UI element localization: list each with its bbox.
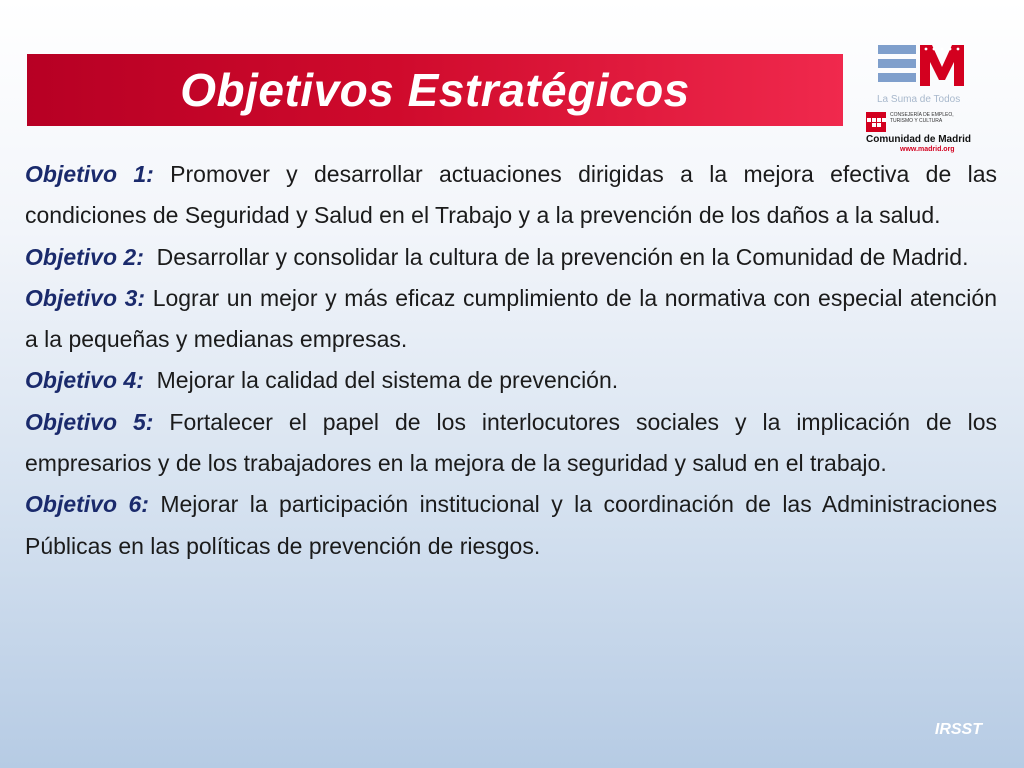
objective-text: Mejorar la calidad del sistema de prevención. (156, 367, 619, 394)
slide-title: Objetivos Estratégicos (180, 64, 690, 116)
objective-text: Promover y desarrollar actuaciones dirigidas a la mejora efectiva de las condiciones de Seguridad y Salud en el Trabajo y a la prevención de los daños a la salud. (25, 161, 998, 229)
madrid-url: www.madrid.org (900, 146, 955, 153)
objective-item (25, 154, 997, 237)
objective-text: Lograr un mejor y más eficaz cumplimiento de la normativa con especial atención a la pequeñas y medianas empresas. (25, 284, 997, 353)
comunidad-madrid-logo (866, 110, 988, 154)
objective-text: Fortalecer el papel de los interlocutores sociales y la implicación de los empresarios y de los trabajadores en la mejora de la seguridad y salud en el trabajo. (25, 408, 997, 477)
title-banner (27, 54, 843, 126)
objective-item (25, 360, 997, 401)
madrid-flag-icon (866, 112, 886, 132)
objective-label: Objetivo 2: (25, 243, 144, 270)
objectives-list (25, 154, 997, 567)
objective-item (25, 237, 997, 278)
objective-label: Objetivo 6: (25, 491, 149, 518)
objective-item (25, 402, 997, 485)
objective-text: Mejorar la participación institucional y la coordinación de las Administraciones Públicas en las políticas de prevención de riesgos. (25, 491, 998, 559)
logo-tagline: La Suma de Todos (877, 94, 961, 105)
objective-label: Objetivo 1: (25, 161, 154, 187)
objective-text: Desarrollar y consolidar la cultura de la prevención en la Comunidad de Madrid. (156, 243, 969, 270)
objective-label: Objetivo 5: (25, 408, 154, 435)
objective-label: Objetivo 3: (25, 284, 146, 311)
objective-label: Objetivo 4: (25, 367, 144, 394)
objective-item (25, 484, 997, 567)
comunidad-name: Comunidad de Madrid (866, 134, 971, 145)
footer-irsst: IRSST (934, 721, 982, 738)
objective-item (25, 278, 997, 361)
consejeria-label: CONSEJERÍA DE EMPLEO, TURISMO Y CULTURA (890, 112, 954, 124)
